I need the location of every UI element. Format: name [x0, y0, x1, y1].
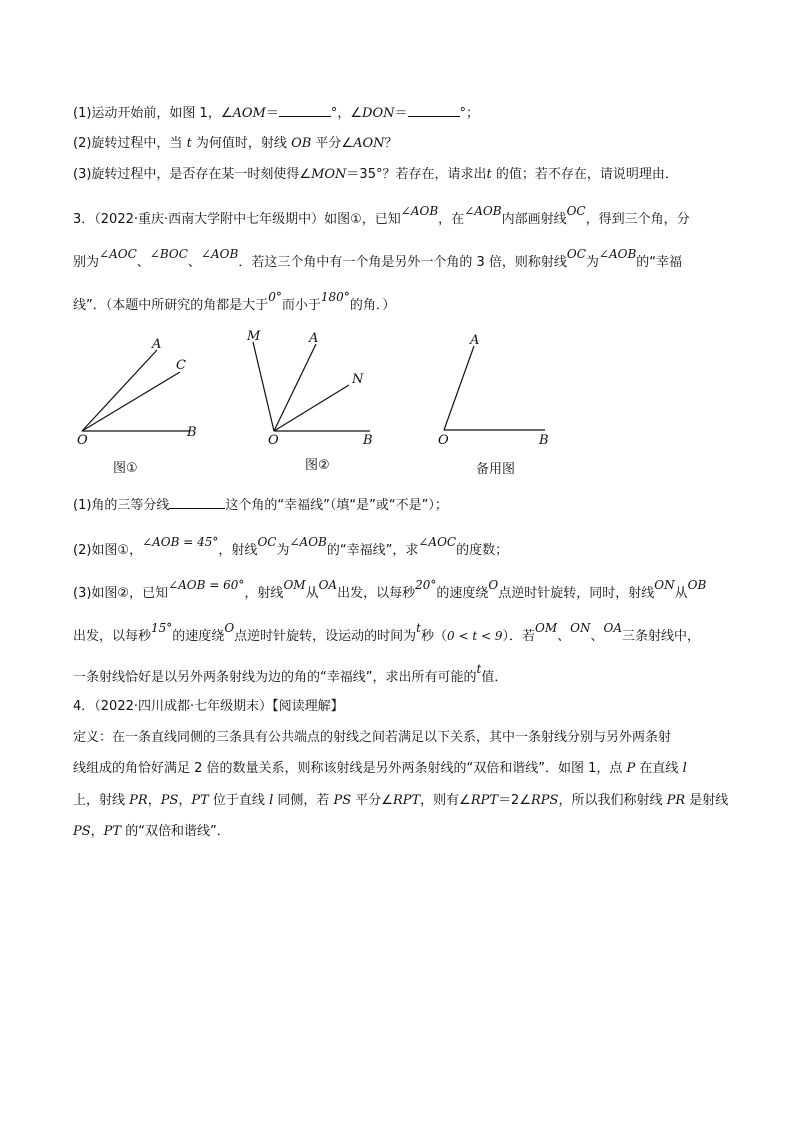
answer-blank[interactable] — [279, 102, 331, 117]
answer-blank[interactable] — [408, 102, 460, 117]
figure-2-caption: 图② — [305, 458, 330, 473]
ray-oc — [82, 372, 180, 431]
q4-definition-line2: 线组成的角恰好满足 2 倍的数量关系，则称该射线是另外两条射线的“双倍和谐线”．如图 1，点 P 在直线 l — [73, 761, 687, 776]
figure-2 — [246, 329, 373, 448]
answer-blank[interactable] — [169, 494, 225, 509]
label-b: B — [363, 433, 373, 448]
figure-1-caption: 图① — [113, 461, 138, 476]
q3-sub1: (1)角的三等分线 这个角的“幸福线”（填“是”或“不是”）； — [73, 494, 448, 515]
label-o: O — [77, 433, 88, 448]
q3-sub3-line1: (3)如图②，已知∠AOB = 60°，射线OM从OA出发，以每秒20°的速度绕O点逆时针旋转，同时，射线ON从OB — [73, 578, 707, 601]
label-c: C — [176, 358, 186, 373]
q3-line3: 线”．（本题中所研究的角都是大于0°而小于180°的角．） — [73, 290, 396, 313]
label-a: A — [309, 331, 319, 346]
q4-definition-line1: 定义：在一条直线同侧的三条具有公共端点的射线之间若满足以下关系，其中一条射线分别与另外两条射 — [73, 730, 672, 745]
ray-om — [253, 342, 274, 431]
label-a: A — [152, 337, 162, 352]
label-o: O — [268, 433, 279, 448]
label-m: M — [247, 329, 261, 344]
q2-part3: (3)旋转过程中，是否存在某一时刻使得∠MON＝35°？若存在，请求出t 的值；若不存在，请说明理由． — [73, 167, 678, 182]
q2-part2: (2)旋转过程中，当 t 为何值时，射线 OB 平分∠AON？ — [73, 136, 398, 151]
q4-definition-line3: 上，射线 PR，PS，PT 位于直线 l 同侧，若 PS 平分∠RPT，则有∠RPT＝2∠RPS，所以我们称射线 PR 是射线 — [73, 793, 729, 808]
ray-oa — [82, 350, 157, 431]
label-n: N — [352, 372, 364, 387]
label-b: B — [187, 425, 197, 440]
label-b: B — [539, 433, 549, 448]
ray-oa — [444, 346, 474, 430]
q3-line1: 3．（2022·重庆·西南大学附中七年级期中）如图①，已知∠AOB，在∠AOB内部画射线OC，得到三个角，分 — [73, 204, 690, 227]
figure-3 — [438, 333, 549, 448]
figure-3-caption: 备用图 — [476, 462, 516, 477]
q4-definition-line4: PS，PT 的“双倍和谐线”． — [73, 824, 230, 839]
q3-line2: 别为∠AOC、∠BOC、∠AOB．若这三个角中有一个角是另外一个角的 3 倍，则称射线OC为∠AOB的“幸福 — [73, 247, 683, 270]
q3-sub3-line3: 一条射线恰好是以另外两条射线为边的角的“幸福线”，求出所有可能的t值． — [73, 662, 508, 685]
q3-sub2: (2)如图①，∠AOB = 45°，射线OC为∠AOB的“幸福线”，求∠AOC的度数； — [73, 535, 509, 558]
label-o: O — [438, 433, 449, 448]
figure-1 — [77, 337, 197, 448]
label-a: A — [470, 333, 480, 348]
q3-sub3-line2: 出发，以每秒15°的速度绕O点逆时针旋转，设运动的时间为t秒（0 < t < 9）．若OM、ON、OA三条射线中， — [73, 621, 701, 644]
q4-title: 4．（2022·四川成都·七年级期末）【阅读理解】 — [73, 699, 344, 714]
q2-part1: (1)运动开始前，如图 1，∠AOM＝ °，∠DON＝ °； — [73, 102, 479, 123]
figures-svg — [0, 320, 794, 480]
